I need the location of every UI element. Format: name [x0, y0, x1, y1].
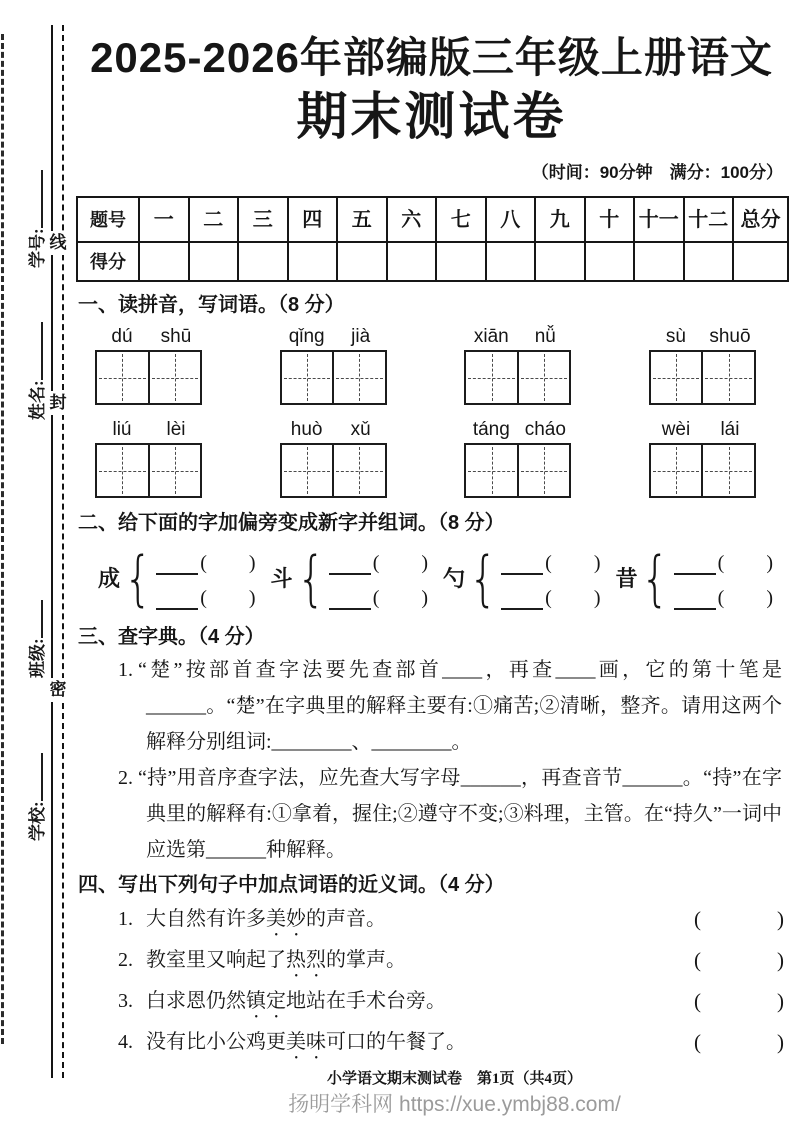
grid-cell[interactable]: [282, 352, 333, 403]
grid-cell[interactable]: [466, 445, 517, 496]
radical-group: [270, 544, 429, 614]
col-header: 五: [337, 197, 387, 242]
close-paren: ): [777, 1030, 784, 1054]
brace-glyph: {: [468, 544, 498, 614]
col-header-total: 总分: [733, 197, 788, 242]
answer-parens[interactable]: [694, 900, 784, 941]
section2-heading: 二、给下面的字加偏旁变成新字并组词。（8 分）: [78, 512, 505, 534]
pinyin-label: [95, 419, 203, 441]
col-header: 一: [139, 197, 189, 242]
student-number-blank[interactable]: [28, 170, 43, 228]
col-header: 九: [535, 197, 585, 242]
seal-char-xian: 线: [47, 231, 69, 255]
score-cell[interactable]: [634, 242, 684, 281]
paper-content: [78, 0, 785, 1118]
pinyin-label: [280, 419, 388, 441]
grid-cell[interactable]: [148, 352, 201, 403]
sentence-text: [146, 900, 694, 941]
pinyin-label: [464, 326, 572, 348]
question-number: 1.: [118, 659, 133, 681]
radical-group: [442, 544, 601, 614]
score-cell[interactable]: [585, 242, 635, 281]
sentence-pre: 大自然有许多: [146, 908, 266, 930]
pinyin-word-group: [464, 326, 572, 405]
score-cell[interactable]: [486, 242, 536, 281]
pinyin-syllable: lái: [720, 419, 740, 440]
answer-row: [156, 549, 255, 575]
writing-grid[interactable]: [464, 443, 571, 498]
close-paren: ): [777, 989, 784, 1013]
synonym-sentence-row: [118, 982, 784, 1023]
school-label: 学校:: [28, 801, 47, 841]
add-radical-row: [78, 542, 785, 616]
new-char-blank[interactable]: [501, 608, 543, 610]
writing-grid[interactable]: [280, 443, 387, 498]
score-label: 得分: [77, 242, 139, 281]
pinyin-syllable: qǐng: [288, 326, 325, 347]
sentence-post: 的掌声。: [326, 949, 406, 971]
col-header: 十: [585, 197, 635, 242]
col-header: 二: [189, 197, 239, 242]
close-paren: ): [777, 907, 784, 931]
dotted-word: 美妙: [266, 908, 306, 930]
grid-cell[interactable]: [701, 352, 754, 403]
close-paren: ): [421, 586, 429, 609]
grid-cell[interactable]: [651, 352, 702, 403]
close-paren: ): [766, 551, 773, 574]
writing-grid[interactable]: [649, 443, 756, 498]
col-header: 十二: [684, 197, 734, 242]
new-char-blank[interactable]: [674, 573, 716, 575]
base-character: 斗: [270, 566, 293, 591]
close-paren: ): [766, 586, 773, 609]
grid-cell[interactable]: [651, 445, 702, 496]
new-char-blank[interactable]: [501, 573, 543, 575]
answer-column: [156, 549, 255, 610]
score-cell-total[interactable]: [733, 242, 788, 281]
writing-grid[interactable]: [95, 443, 202, 498]
pinyin-syllable: shū: [160, 326, 192, 347]
new-char-blank[interactable]: [674, 608, 716, 610]
open-paren: (: [694, 1030, 701, 1054]
open-paren: (: [200, 586, 207, 609]
brace-glyph: {: [296, 544, 325, 614]
dotted-word: 美味: [286, 1031, 326, 1053]
answer-row: [501, 584, 600, 610]
pinyin-syllable: shuō: [709, 326, 751, 347]
pinyin-word-group: [280, 419, 388, 498]
pinyin-syllable: sù: [665, 326, 686, 347]
brace-glyph: {: [641, 544, 670, 614]
answer-row: [501, 549, 600, 575]
open-paren: (: [717, 586, 725, 609]
pinyin-word-group: [649, 326, 757, 405]
grid-cell[interactable]: [148, 445, 201, 496]
pinyin-syllable: jià: [351, 326, 371, 347]
pinyin-word-group: [649, 419, 757, 498]
pinyin-syllable: wèi: [661, 419, 691, 440]
base-character: 勺: [442, 566, 465, 591]
pinyin-syllable: xǔ: [350, 419, 371, 440]
radical-group: [615, 544, 773, 614]
close-paren: ): [248, 551, 256, 574]
section4-heading: 四、写出下列句子中加点词语的近义词。（4 分）: [78, 874, 505, 896]
synonym-sentence-row: [118, 941, 784, 982]
pinyin-label: [464, 419, 572, 441]
pinyin-syllable: nǚ: [534, 326, 556, 347]
pinyin-label: [95, 326, 203, 348]
open-paren: (: [372, 551, 380, 574]
answer-row: [156, 584, 255, 610]
section3-heading: 三、查字典。（4 分）: [78, 626, 265, 648]
class-blank[interactable]: [28, 600, 43, 638]
close-paren: ): [421, 551, 429, 574]
grid-cell[interactable]: [517, 445, 570, 496]
sentence-post: 可口的午餐了。: [326, 1031, 466, 1053]
score-cell[interactable]: [684, 242, 734, 281]
grid-cell[interactable]: [701, 445, 754, 496]
pinyin-syllable: lèi: [166, 419, 186, 440]
answer-row: [329, 584, 428, 610]
paper-title-line2: 期末测试卷: [296, 88, 567, 145]
col-header: 四: [288, 197, 338, 242]
synonym-sentence-row: [118, 900, 784, 941]
radical-group: [98, 544, 256, 614]
pinyin-word-group: [280, 326, 388, 405]
student-number-label: 学号:: [28, 228, 47, 268]
sentence-text: [146, 941, 694, 982]
score-cell[interactable]: [288, 242, 338, 281]
grid-cell[interactable]: [466, 352, 517, 403]
grid-cell[interactable]: [332, 352, 385, 403]
base-character: 昔: [615, 566, 638, 591]
col-header: 十一: [634, 197, 684, 242]
score-cell[interactable]: [337, 242, 387, 281]
pinyin-row-2: [78, 419, 785, 498]
grid-cell[interactable]: [282, 445, 333, 496]
pinyin-word-group: [95, 419, 203, 498]
grid-cell[interactable]: [97, 352, 148, 403]
col-header: 七: [436, 197, 486, 242]
new-char-blank[interactable]: [329, 608, 371, 610]
class-label: 班级:: [28, 638, 47, 678]
close-paren: ): [593, 551, 601, 574]
student-name-blank[interactable]: [28, 322, 43, 380]
pinyin-syllable: xiān: [473, 326, 509, 347]
writing-grid[interactable]: [280, 350, 387, 405]
seal-char-feng: 封: [47, 391, 69, 415]
grid-cell[interactable]: [517, 352, 570, 403]
paper-title-line1: 2025-2026年部编版三年级上册语文: [90, 34, 773, 81]
pinyin-word-group: [464, 419, 572, 498]
sentence-pre: 白求恩仍然: [146, 990, 246, 1012]
seal-char-mi: 密: [47, 678, 69, 702]
sentence-pre: 没有比小公鸡更: [146, 1031, 286, 1053]
page-footer-text: 小学语文期末测试卷 第1页（共4页）: [326, 1071, 582, 1087]
pinyin-label: [280, 326, 388, 348]
answer-column: [329, 549, 428, 610]
pinyin-label: [649, 419, 757, 441]
score-cell[interactable]: [238, 242, 288, 281]
class-field: [26, 600, 50, 678]
sentence-number: 3.: [118, 990, 133, 1012]
open-paren: (: [200, 551, 207, 574]
dictionary-question-2: [118, 760, 782, 868]
base-character: 成: [98, 566, 121, 591]
school-blank[interactable]: [28, 753, 43, 801]
sentence-number: 2.: [118, 949, 133, 971]
question-text: “持”用音序查字法，应先查大写字母______，再查音节______。“持”在字典里的解释有:①拿着，握住;②遵守不变;③料理，主管。在“持久”一词中应选第______种解释。: [138, 767, 782, 861]
sentence-pre: 教室里又响起了: [146, 949, 286, 971]
open-paren: (: [694, 989, 701, 1013]
score-cell[interactable]: [387, 242, 437, 281]
writing-grid[interactable]: [464, 350, 571, 405]
pinyin-syllable: dú: [111, 326, 133, 347]
sentence-post: 的声音。: [306, 908, 386, 930]
time-score-info: （时间：90分钟 满分：100分）: [531, 163, 783, 182]
synonym-sentence-row: [118, 1023, 784, 1064]
grid-cell[interactable]: [332, 445, 385, 496]
school-field: [26, 753, 50, 841]
brace-glyph: {: [123, 544, 153, 614]
answer-row: [329, 549, 428, 575]
score-cell[interactable]: [436, 242, 486, 281]
close-paren: ): [248, 586, 256, 609]
writing-grid[interactable]: [649, 350, 756, 405]
grid-cell[interactable]: [97, 445, 148, 496]
page-cut-dashed-line: [1, 34, 4, 1044]
answer-parens[interactable]: [694, 1023, 784, 1064]
open-paren: (: [717, 551, 725, 574]
pinyin-syllable: cháo: [524, 419, 566, 440]
pinyin-syllable: huò: [290, 419, 323, 440]
question-text: “楚”按部首查字法要先查部首____，再查____画，它的第十笔是______。“楚”在字典里的解释主要有:①痛苦;②清晰，整齐。请用这两个解释分别组词:________、________。: [138, 659, 782, 753]
footer: [78, 1068, 785, 1118]
student-name-label: 姓名:: [28, 380, 47, 420]
score-table: [76, 196, 789, 282]
answer-column: [674, 549, 773, 610]
close-paren: ): [593, 586, 601, 609]
close-paren: ): [777, 948, 784, 972]
dotted-word: 镇定: [246, 990, 286, 1012]
open-paren: (: [545, 551, 552, 574]
writing-grid[interactable]: [95, 350, 202, 405]
open-paren: (: [545, 586, 552, 609]
score-table-header-row: [77, 197, 788, 242]
dictionary-question-1: [118, 652, 782, 760]
sentence-number: 4.: [118, 1031, 133, 1053]
sentence-text: [146, 982, 694, 1023]
answer-column: [501, 549, 600, 610]
pinyin-row-1: [78, 326, 785, 405]
new-char-blank[interactable]: [329, 573, 371, 575]
watermark-text: 扬明学科网 https://xue.ymbj88.com/: [288, 1093, 621, 1116]
answer-row: [674, 549, 773, 575]
question-number: 2.: [118, 767, 133, 789]
score-cell[interactable]: [535, 242, 585, 281]
new-char-blank[interactable]: [156, 608, 198, 610]
answer-row: [674, 584, 773, 610]
answer-parens[interactable]: [694, 982, 784, 1023]
col-header: 六: [387, 197, 437, 242]
dotted-word: 热烈: [286, 949, 326, 971]
question-number-label: 题号: [77, 197, 139, 242]
seal-line-dashed: [62, 25, 64, 1078]
sentence-post: 地站在手术台旁。: [286, 990, 446, 1012]
section1-heading: 一、读拼音，写词语。（8 分）: [78, 294, 345, 316]
pinyin-syllable: liú: [112, 419, 132, 440]
sentence-text: [146, 1023, 694, 1064]
open-paren: (: [372, 586, 380, 609]
sentence-number: 1.: [118, 908, 133, 930]
pinyin-syllable: táng: [472, 419, 510, 440]
open-paren: (: [694, 948, 701, 972]
col-header: 三: [238, 197, 288, 242]
pinyin-label: [649, 326, 757, 348]
score-cell[interactable]: [139, 242, 189, 281]
col-header: 八: [486, 197, 536, 242]
new-char-blank[interactable]: [156, 573, 198, 575]
answer-parens[interactable]: [694, 941, 784, 982]
seal-line-solid: [51, 25, 53, 1078]
score-cell[interactable]: [189, 242, 239, 281]
score-table-score-row: [77, 242, 788, 281]
pinyin-word-group: [95, 326, 203, 405]
open-paren: (: [694, 907, 701, 931]
